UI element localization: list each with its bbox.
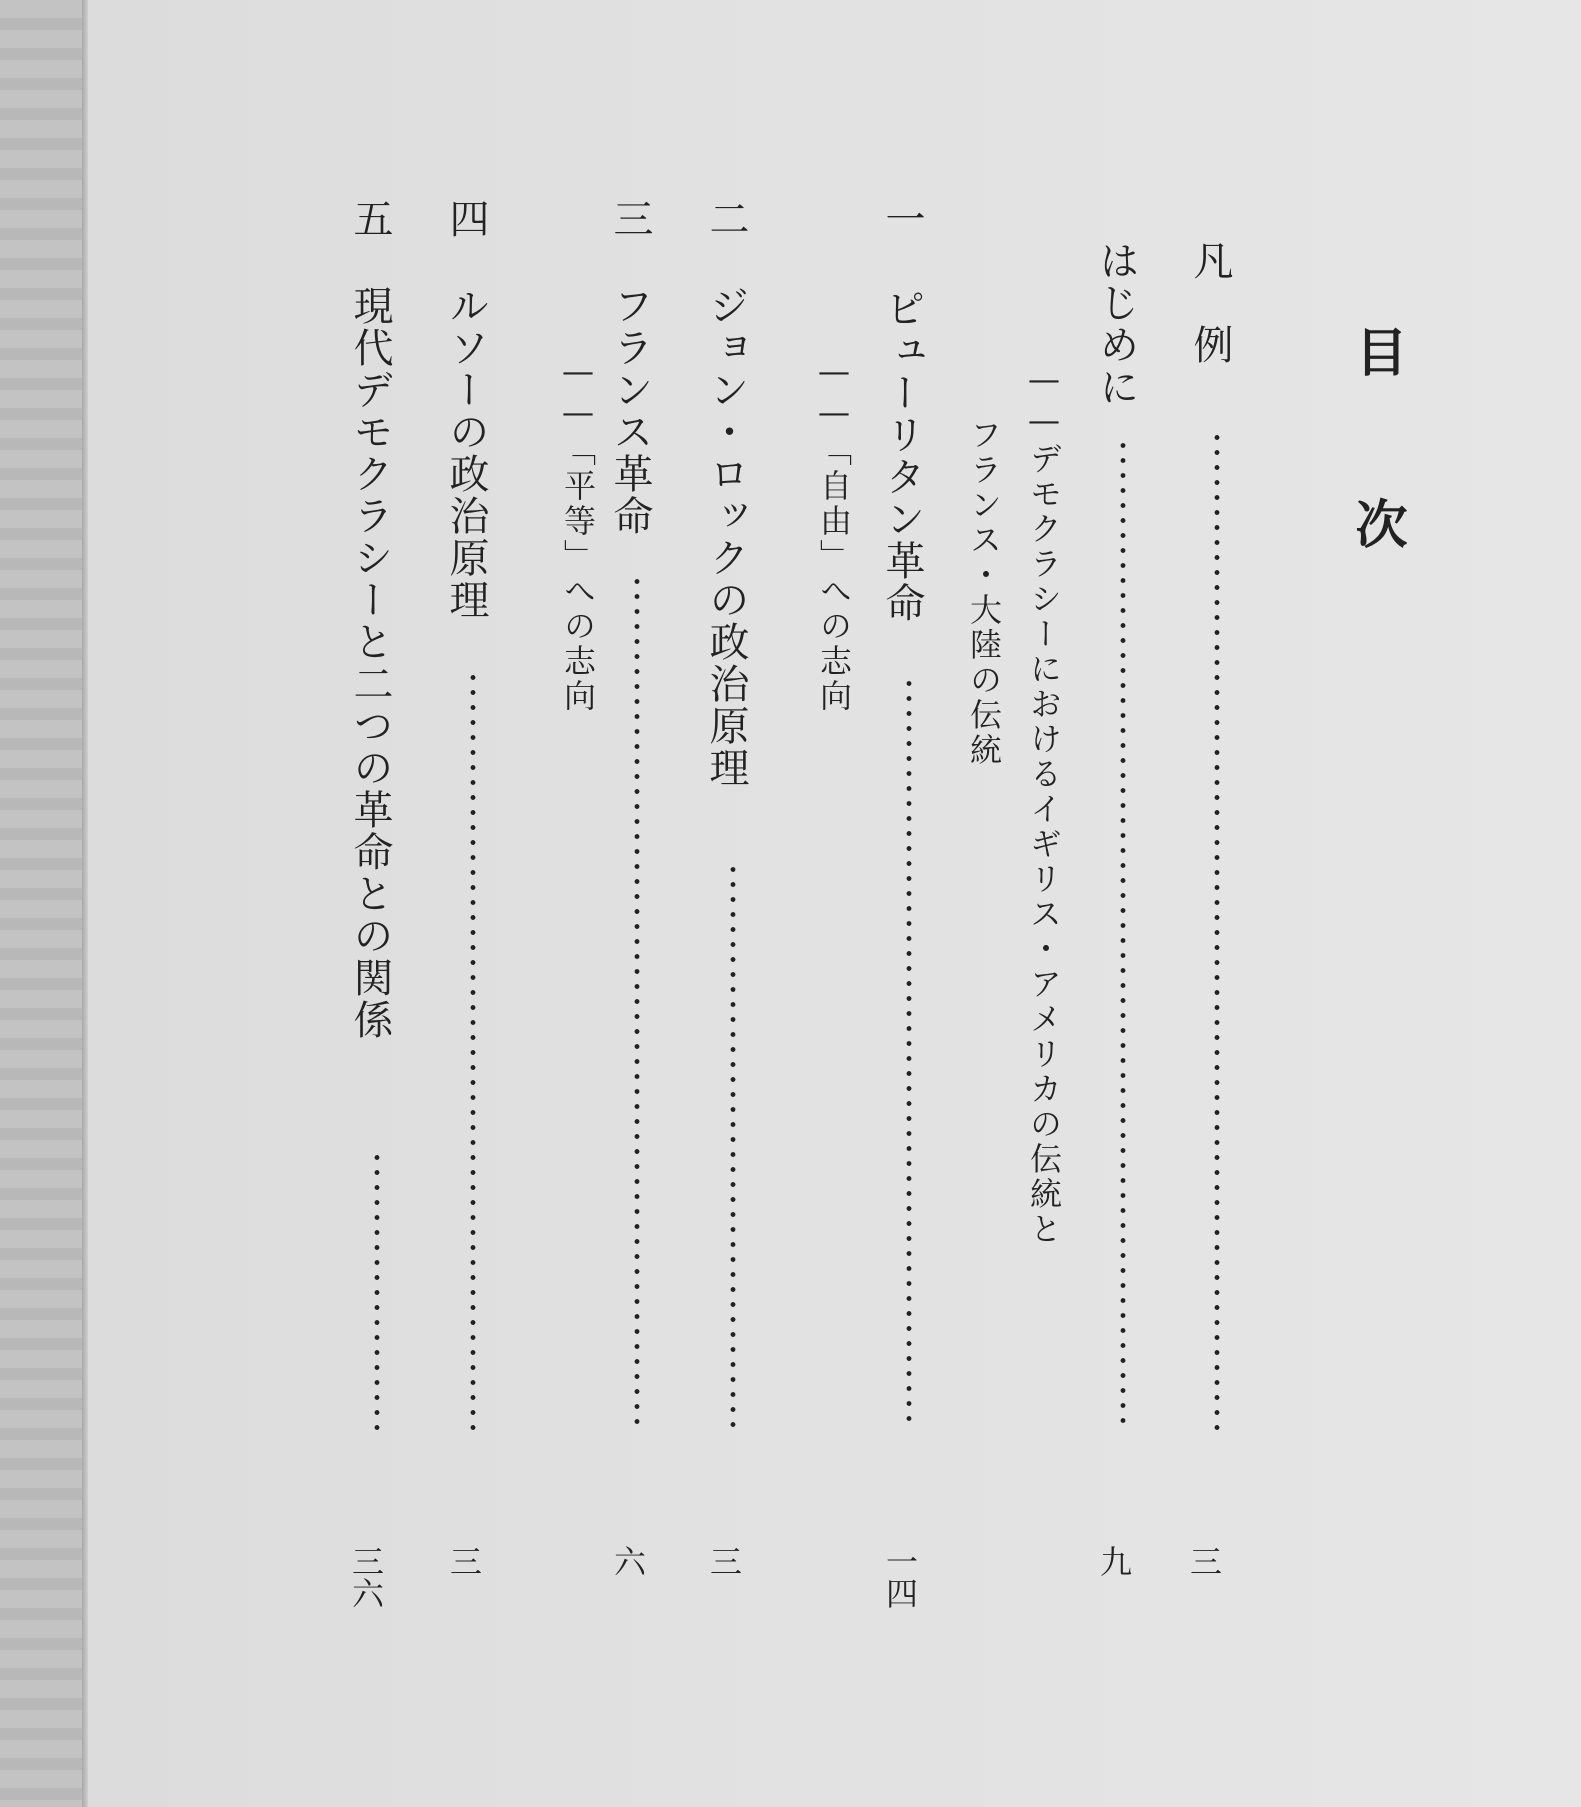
toc-entry-label[interactable]: ルソーの政治原理 [443,285,489,621]
leader-dots [730,862,736,1430]
toc-entry-subtitle: ——「自由」への志向 [815,352,853,714]
toc-chapter-number: 五 [347,198,393,238]
toc-page-number: 一四 [881,1545,919,1609]
book-page [88,0,1581,1807]
toc-entry-label[interactable]: ジョン・ロックの政治原理 [703,285,749,789]
toc-entry-subtitle: ——デモクラシーにおけるイギリス・アメリカの伝統と [1025,360,1063,1247]
toc-page-number: 三六 [347,1545,385,1609]
toc-title: 目次 [1346,325,1407,669]
toc-entry-label[interactable]: はじめに [1093,240,1139,408]
toc-page-number: 三 [705,1545,743,1577]
toc-page-number: 三 [445,1545,483,1577]
leader-dots [906,676,912,1430]
toc-entry-subtitle: ——「平等」への志向 [559,352,597,714]
toc-chapter-number: 四 [443,198,489,238]
toc-chapter-number: 一 [879,198,925,238]
toc-entry-label[interactable]: 現代デモクラシーと二つの革命との関係 [347,285,393,1041]
leader-dots [374,1150,380,1430]
toc-entry-label[interactable]: ピューリタン革命 [879,288,925,624]
toc-page-number: 六 [609,1545,647,1577]
leader-dots [470,670,476,1430]
leader-dots [634,574,640,1430]
toc-entry-label[interactable]: 凡 例 [1187,240,1233,366]
toc-entry-label[interactable]: フランス革命 [607,285,653,537]
toc-chapter-number: 二 [703,198,749,238]
leader-dots [1214,430,1220,1430]
toc-page-number: 三 [1185,1545,1223,1577]
toc-page-number: 九 [1095,1545,1133,1577]
book-spine-shadow [0,0,82,1807]
toc-entry-subtitle: フランス・大陸の伝統 [965,418,1003,768]
leader-dots [1120,438,1126,1430]
toc-chapter-number: 三 [607,198,653,238]
